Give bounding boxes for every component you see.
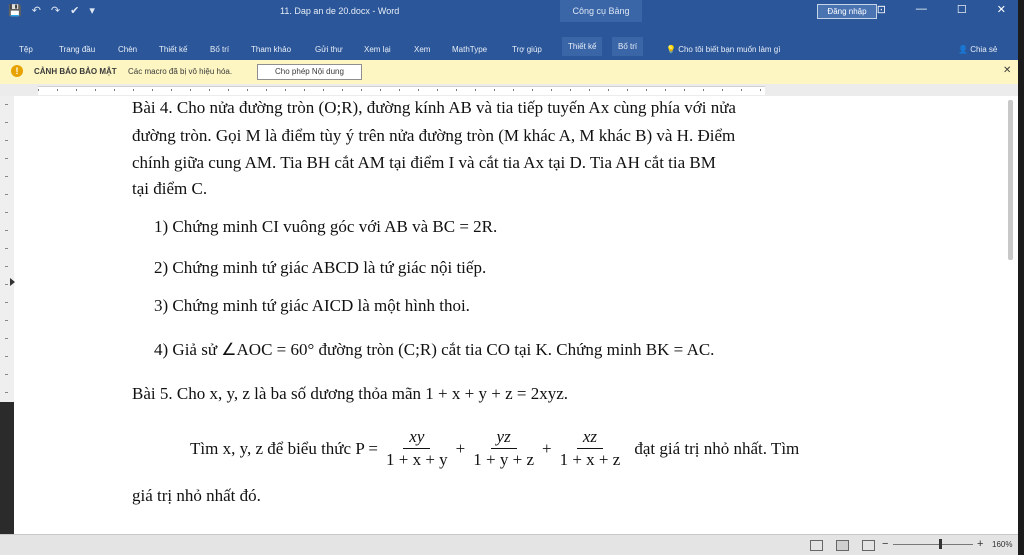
b4-line-4: tại điểm C. — [132, 179, 208, 198]
fraction-3 — [556, 427, 625, 470]
tab-references[interactable]: Tham khảo — [251, 45, 292, 54]
document-page[interactable] — [14, 96, 1018, 534]
question-2: 2) Chứng minh tứ giác ABCD là tứ giác nội tiếp. — [154, 258, 487, 277]
tab-review[interactable]: Xem lại — [364, 45, 391, 54]
web-layout-icon[interactable] — [862, 540, 875, 551]
person-icon: 👤 — [958, 45, 971, 54]
vertical-ruler-ticks — [5, 104, 8, 394]
b4-line-2: đường tròn. Gọi M là điểm tùy ý trên nửa đường tròn (M khác A, M khác B) và H. Điểm — [132, 126, 736, 145]
fraction-2-numerator: yz — [491, 427, 517, 449]
fraction-1-denominator: 1 + x + y — [385, 450, 448, 469]
share-button[interactable] — [958, 45, 997, 54]
fraction-2-denominator: 1 + y + z — [473, 450, 534, 469]
tab-insert[interactable]: Chèn — [118, 45, 138, 54]
quick-access-toolbar — [8, 4, 95, 17]
fraction-1 — [382, 427, 452, 470]
redo-icon[interactable]: ↷ — [50, 5, 61, 17]
enable-content-button[interactable]: Cho phép Nội dung — [257, 64, 362, 80]
share-label: Chia sẻ — [970, 45, 998, 54]
table-tools-group: Công cụ Bảng — [560, 0, 642, 22]
maximize-button[interactable]: ☐ — [956, 4, 967, 16]
tell-me-search[interactable] — [666, 45, 780, 54]
minimize-button[interactable]: — — [915, 3, 927, 15]
customize-qat-icon[interactable]: ▾ — [89, 5, 95, 17]
ruler-ticks — [38, 89, 765, 91]
vertical-ruler[interactable] — [0, 96, 15, 402]
sign-in-button[interactable]: Đăng nhập — [817, 4, 877, 19]
question-1: 1) Chứng minh CI vuông góc với AB và BC = 2R. — [154, 217, 498, 236]
tab-design[interactable]: Thiết kế — [159, 45, 188, 54]
zoom-out-button[interactable]: − — [882, 538, 889, 550]
lightbulb-icon: 💡 — [666, 45, 679, 54]
tab-layout[interactable]: Bố trí — [210, 45, 230, 54]
tab-file[interactable]: Tệp — [19, 45, 33, 54]
b5-line-3: giá trị nhỏ nhất đó. — [132, 486, 261, 505]
tab-mathtype[interactable]: MathType — [452, 45, 488, 54]
tab-table-design[interactable]: Thiết kế — [562, 37, 602, 56]
document-title: 11. Dap an de 20.docx - Word — [280, 6, 400, 16]
status-bar — [0, 534, 1018, 555]
fraction-3-numerator: xz — [577, 427, 603, 449]
zoom-slider-knob[interactable] — [939, 539, 942, 549]
close-icon[interactable]: ✕ — [1003, 65, 1012, 76]
zoom-slider[interactable] — [893, 544, 973, 545]
tab-mailings[interactable]: Gửi thư — [315, 45, 343, 54]
ribbon-display-icon[interactable]: ⊡ — [876, 4, 886, 16]
security-message: Các macro đã bị vô hiệu hóa. — [128, 67, 233, 76]
tab-view[interactable]: Xem — [414, 45, 431, 54]
question-3: 3) Chứng minh tứ giác AICD là một hình thoi. — [154, 296, 470, 315]
fraction-1-numerator: xy — [403, 427, 430, 449]
b5-line-2 — [190, 427, 799, 470]
security-warning-bar — [0, 60, 1018, 85]
tab-table-layout[interactable]: Bố trí — [612, 37, 643, 56]
b5-line-2-tail: đạt giá trị nhỏ nhất. Tìm — [634, 438, 800, 458]
tab-help[interactable]: Trợ giúp — [512, 45, 542, 54]
undo-icon[interactable]: ↶ — [31, 5, 41, 17]
check-icon[interactable]: ✔ — [70, 5, 80, 17]
plus-sign: + — [542, 438, 552, 458]
b5-line-2-lead: Tìm x, y, z để biểu thức P = — [190, 438, 378, 458]
b4-line-3: chính giữa cung AM. Tia BH cắt AM tại điểm I và cắt tia Ax tại D. Tia AH cắt tia BM — [132, 153, 716, 172]
title-bar — [0, 0, 1018, 22]
b4-line-1: Bài 4. Cho nửa đường tròn (O;R), đường kính AB và tia tiếp tuyến Ax cùng phía với nửa — [132, 98, 736, 117]
ribbon-tabs — [0, 22, 1018, 60]
fraction-3-denominator: 1 + x + z — [559, 450, 621, 469]
window-controls — [877, 3, 1006, 16]
security-title: CẢNH BÁO BẢO MẬT — [34, 67, 117, 76]
close-button[interactable]: ✕ — [996, 4, 1006, 16]
zoom-level[interactable]: 160% — [992, 540, 1013, 549]
save-icon[interactable]: 💾 — [8, 5, 22, 17]
read-mode-icon[interactable] — [810, 540, 823, 551]
warning-icon: ! — [11, 65, 23, 77]
b5-line-1: Bài 5. Cho x, y, z là ba số dương thỏa mãn 1 + x + y + z = 2xyz. — [132, 384, 568, 403]
tell-me-label: Cho tôi biết bạn muốn làm gì — [678, 45, 781, 54]
print-layout-icon[interactable] — [836, 540, 849, 551]
tab-home[interactable]: Trang đầu — [59, 45, 96, 54]
mouse-cursor-icon — [10, 278, 15, 286]
vertical-scrollbar-thumb[interactable] — [1008, 100, 1013, 260]
fraction-2 — [469, 427, 538, 470]
plus-sign: + — [455, 438, 466, 458]
question-4: 4) Giả sử ∠AOC = 60° đường tròn (C;R) cắt tia CO tại K. Chứng minh BK = AC. — [154, 340, 715, 359]
zoom-in-button[interactable]: + — [977, 538, 984, 550]
